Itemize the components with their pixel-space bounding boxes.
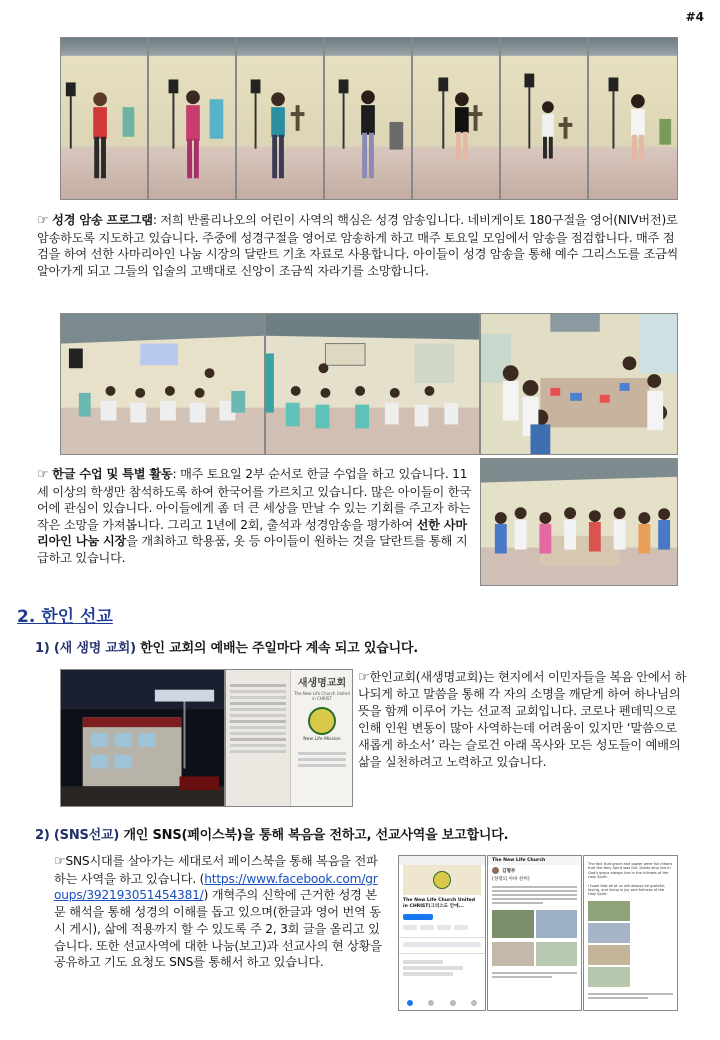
- pointing-hand-icon: ☞: [37, 467, 49, 482]
- photo-child-reciting-7: [588, 37, 678, 200]
- photo-child-reciting-3: [236, 37, 324, 200]
- bible-recitation-title: 성경 암송 프로그램: [52, 213, 153, 227]
- subheading-number: 1) (새 생명 교회): [35, 641, 136, 656]
- fb-screenshot-english: [583, 855, 678, 1011]
- subheading-number: 2) (SNS선교): [35, 828, 120, 843]
- bulletin-logo-text: New Life Mission: [303, 737, 341, 742]
- photo-child-reciting-2: [148, 37, 236, 200]
- subheading-text: 한인 교회의 예배는 주일마다 계속 되고 있습니다.: [135, 641, 419, 656]
- photo-market-1: [480, 313, 678, 455]
- bulletin-masthead: 새생명교회: [297, 678, 347, 689]
- sns-paragraph: [54, 853, 384, 971]
- fb-screenshot-group: [398, 855, 486, 1011]
- new-life-church-paragraph: [358, 669, 688, 771]
- korean-class-body-1: : 매주 토요일 2부 순서로 한글 수업을 하고 있습니다. 11세 이상의 학생만 참석하도록 하여 한국어를 가르치고 있습니다. 많은 아이들이 한국어에 관심이 있습니다. 아이들에게 좀 더 큰 세상을 만날 수 있는 기회를 주고자 하는 작은 소망을 가져봅니다. 그리고 1년에 2회, 출석과 성경암송을 평가하여: [37, 467, 471, 532]
- new-life-church-body: 한인교회(새생명교회)는 현지에서 이민자들을 복음 안에서 하나되게 하고 말씀을 통해 각 자의 소명을 깨닫게 하여 하나님의 뜻을 함께 이루어 가는 선교적 교회입니다. 코로나 펜데믹으로 인해 인원 변동이 많아 사역하는데 어려움이 있지만 ‘말씀으로 새롭게 하소서’ 라는 슬로건 아래 목사와 모든 성도들이 예배의 삶을 실천하려고 노력하고 있습니다.: [358, 670, 687, 769]
- bulletin-logo-emblem: [308, 707, 336, 735]
- page-number: #4: [685, 10, 704, 24]
- bulletin-church-name: The New Life Church United in CHRIST: [294, 691, 350, 701]
- section-heading-korean-mission: 2. 한인 선교: [17, 607, 113, 627]
- fb-header-title: The New Life Church: [488, 856, 581, 865]
- sns-body-1: SNS시대를 살아가는 세대로서 페이스북을 통해 복음을 전파하는 사역을 하고 있습니다. (: [54, 854, 378, 886]
- fb-post-author: 김형부: [502, 868, 516, 874]
- photo-child-reciting-6: [500, 37, 588, 200]
- photo-market-2: [480, 458, 678, 586]
- post-author-avatar: [492, 867, 499, 874]
- fb-right-paragraph-2: I hope that all of us will always be grateful, loving, and living in joy and fullness of the Holy Spirit.: [588, 883, 666, 897]
- bible-recitation-paragraph: [37, 212, 685, 279]
- photo-classroom-1: [60, 313, 265, 455]
- photo-child-reciting-4: [324, 37, 412, 200]
- photo-classroom-2: [265, 313, 480, 455]
- bible-recitation-body: : 저희 반롤리나오의 어린이 사역의 핵심은 성경 암송입니다. 네비게이토 180구절을 영어(NIV버전)로 암송하도록 지도하고 있습니다. 주중에 성경구절을 영어로 암송하게 하고 매주 토요일 모임에서 암송을 점검합니다. 매주 점검을 하여 선한 사마리아인 나눔 시장의 달란트 기초 자료로 사용합니다. 아이들이 성경 암송을 통해 예수 그리스도를 조금씩 알아가게 되고 그들의 입술의 고백대로 신앙이 조금씩 자라기를 소망합니다.: [37, 213, 679, 278]
- pointing-hand-icon: ☞: [37, 213, 49, 228]
- subheading-new-life-church: [35, 637, 418, 656]
- sns-body-2: ) 개혁주의 신학에 근거한 성경 본문 해석을 통해 성경의 이해를 돕고 있으며(한글과 영어 번역 동시 게시), 삶에 적용까지 할 수 있도록 주 2, 3회 글을 올리고 있습니다. 또한 선교사역에 대한 나눔(보고)과 선교사의 현 상황을 공유하고 기도 요청도 SNS를 통해서 하고 있습니다.: [54, 888, 382, 970]
- facebook-group-link[interactable]: https://www.facebook.com/groups/392193051454381/: [54, 871, 378, 903]
- group-cover-circle: [433, 871, 451, 889]
- fb-right-paragraph: The fact that grace and power were full means that the Holy Spirit was full. Saints who live in God's grace always live in the fullness of the Holy Spirit.: [588, 862, 673, 880]
- photo-church-building-night: [60, 669, 225, 807]
- fb-post-title: [성령의 아바 찬미]: [492, 877, 530, 882]
- korean-class-title: 한글 수업 및 특별 활동: [52, 467, 173, 481]
- photo-child-reciting-5: [412, 37, 500, 200]
- korean-class-body-2: 을 개최하고 학용품, 옷 등 아이들이 원하는 것을 달란트를 통해 지급하고 있습니다.: [37, 534, 468, 565]
- fb-screenshot-post: [487, 855, 582, 1011]
- subheading-sns-mission: [35, 824, 508, 843]
- photo-church-bulletin: [225, 669, 353, 807]
- samaritan-market-highlight: 선한 사마리아인 나눔 시장: [37, 517, 467, 549]
- pointing-hand-icon: ☞: [54, 854, 66, 869]
- korean-class-paragraph: [37, 466, 475, 567]
- fb-group-name: The New Life Church United in CHRIST(그리스도 안에...: [403, 898, 476, 909]
- subheading-text: 개인 SNS(페이스북)을 통해 복음을 전하고, 선교사역을 보고합니다.: [119, 828, 509, 843]
- photo-child-reciting-1: [60, 37, 148, 200]
- pointing-hand-icon: ☞: [358, 670, 370, 685]
